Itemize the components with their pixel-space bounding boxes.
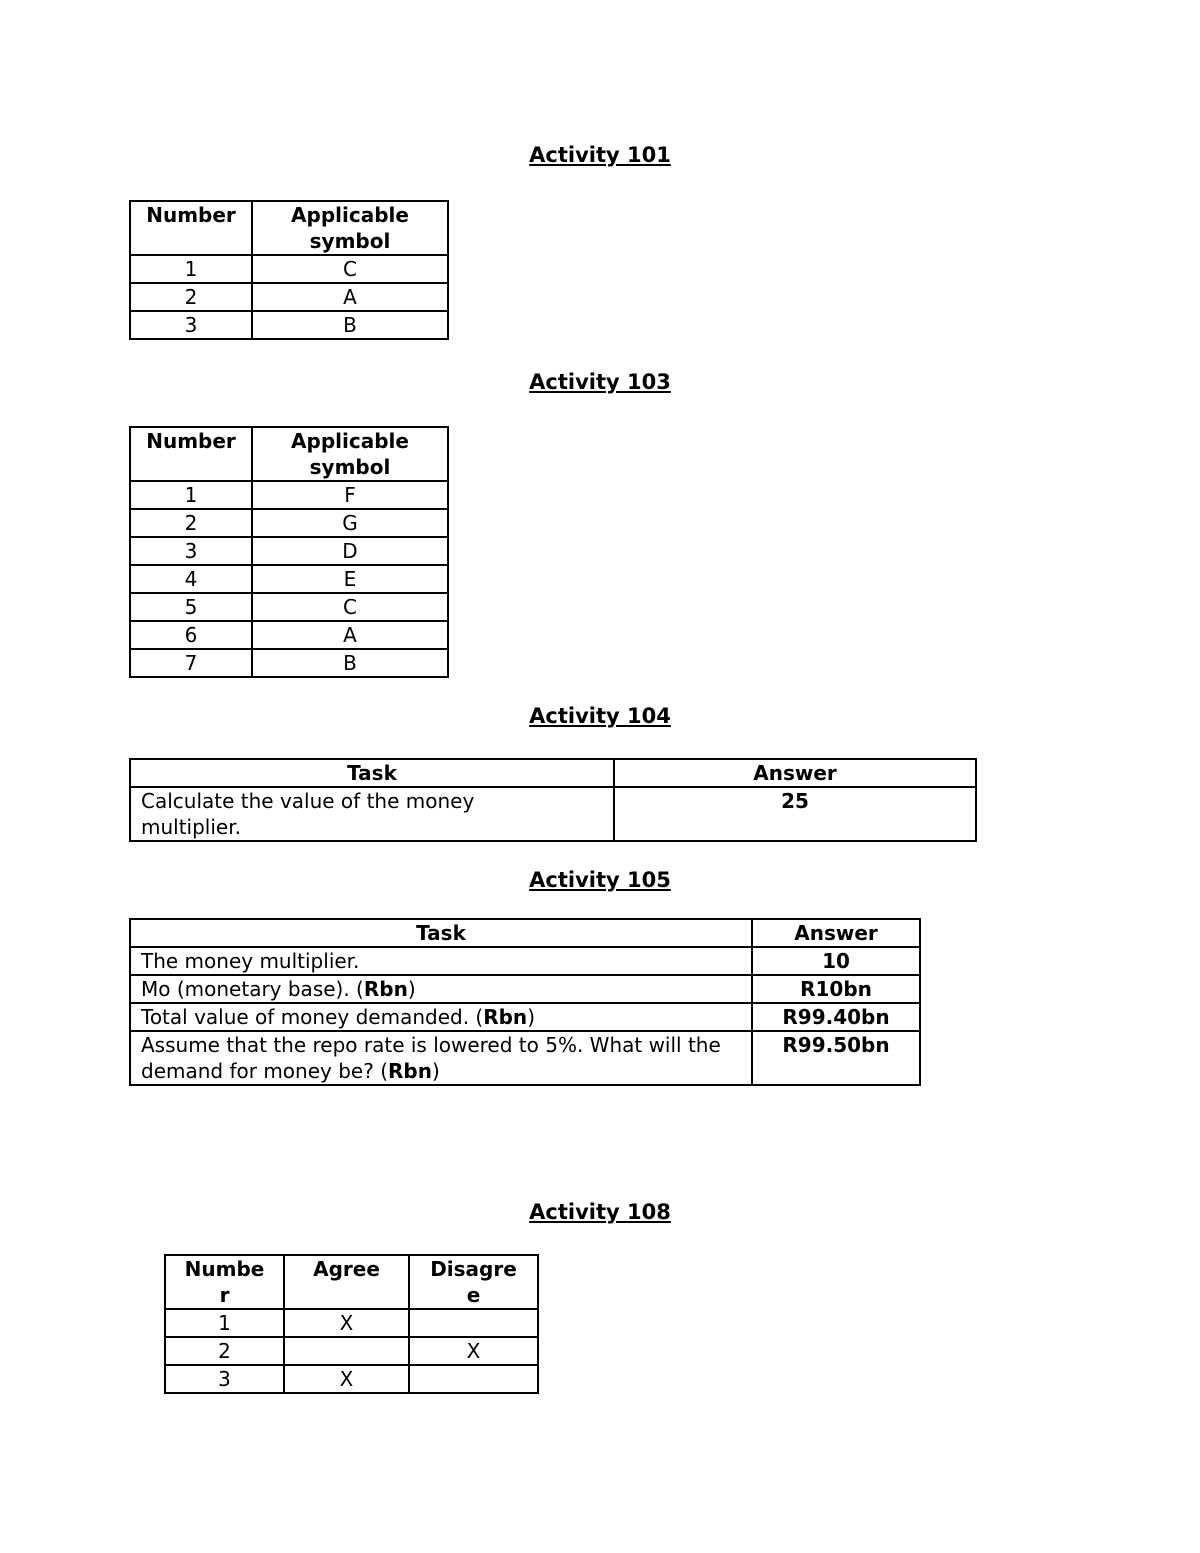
cell-number: 3 (165, 1365, 284, 1393)
header-number: Number (130, 201, 252, 255)
task-text: Mo (monetary base). ( (141, 977, 364, 1001)
unit-label: Rbn (363, 977, 408, 1001)
activity-105-table (129, 918, 921, 1086)
cell-task (130, 975, 752, 1003)
table-row (130, 481, 448, 509)
cell-task (130, 947, 752, 975)
cell-symbol: C (252, 255, 448, 283)
activity-104-title: Activity 104 (529, 704, 671, 728)
table-row (130, 975, 920, 1003)
cell-task: Calculate the value of the money multiplier. (130, 787, 614, 841)
table-row (130, 509, 448, 537)
table-row (130, 947, 920, 975)
activity-108-title: Activity 108 (529, 1200, 671, 1224)
cell-answer: 10 (752, 947, 920, 975)
table-row (130, 1031, 920, 1085)
header-answer: Answer (614, 759, 976, 787)
cell-agree: X (284, 1309, 409, 1337)
cell-number: 1 (130, 481, 252, 509)
cell-symbol: A (252, 283, 448, 311)
table-row (165, 1365, 538, 1393)
task-text: Total value of money demanded. ( (141, 1005, 484, 1029)
cell-number: 1 (130, 255, 252, 283)
cell-agree: X (284, 1365, 409, 1393)
header-task: Task (130, 759, 614, 787)
table-row (130, 593, 448, 621)
header-disagree: Disagree (409, 1255, 538, 1309)
task-tail: ) (431, 1059, 440, 1083)
cell-task (130, 1003, 752, 1031)
activity-103-table (129, 426, 449, 678)
task-text: Assume that the repo rate is lowered to 5%. What will the demand for money be? ( (141, 1033, 721, 1083)
cell-symbol: G (252, 509, 448, 537)
header-agree: Agree (284, 1255, 409, 1309)
table-row (165, 1337, 538, 1365)
activity-103-title: Activity 103 (529, 370, 671, 394)
table-row (130, 255, 448, 283)
table-row (130, 565, 448, 593)
cell-number: 6 (130, 621, 252, 649)
header-answer: Answer (752, 919, 920, 947)
cell-agree (284, 1337, 409, 1365)
cell-symbol: B (252, 649, 448, 677)
cell-task (130, 1031, 752, 1085)
cell-symbol: D (252, 537, 448, 565)
activity-105-title: Activity 105 (529, 868, 671, 892)
cell-symbol: C (252, 593, 448, 621)
cell-number: 4 (130, 565, 252, 593)
table-row (130, 283, 448, 311)
unit-label: Rbn (483, 1005, 528, 1029)
unit-label: Rbn (388, 1059, 432, 1083)
cell-answer: R99.50bn (752, 1031, 920, 1085)
cell-disagree (409, 1309, 538, 1337)
cell-number: 7 (130, 649, 252, 677)
cell-symbol: B (252, 311, 448, 339)
cell-answer: R99.40bn (752, 1003, 920, 1031)
activity-108-table (164, 1254, 539, 1394)
activity-101-title: Activity 101 (529, 143, 671, 167)
cell-number: 5 (130, 593, 252, 621)
cell-symbol: E (252, 565, 448, 593)
cell-number: 3 (130, 311, 252, 339)
cell-number: 2 (165, 1337, 284, 1365)
table-row (130, 537, 448, 565)
activity-104-table (129, 758, 977, 842)
table-row (130, 649, 448, 677)
cell-number: 1 (165, 1309, 284, 1337)
cell-number: 2 (130, 509, 252, 537)
cell-answer: 25 (614, 787, 976, 841)
table-row (165, 1309, 538, 1337)
table-row (130, 311, 448, 339)
cell-disagree: X (409, 1337, 538, 1365)
header-number: Number (165, 1255, 284, 1309)
cell-symbol: A (252, 621, 448, 649)
cell-number: 2 (130, 283, 252, 311)
cell-number: 3 (130, 537, 252, 565)
cell-answer: R10bn (752, 975, 920, 1003)
task-tail: ) (407, 977, 416, 1001)
cell-symbol: F (252, 481, 448, 509)
table-row (130, 621, 448, 649)
cell-disagree (409, 1365, 538, 1393)
header-applicable-symbol: Applicable symbol (252, 201, 448, 255)
header-applicable-symbol: Applicable symbol (252, 427, 448, 481)
header-number: Number (130, 427, 252, 481)
task-text: The money multiplier. (141, 949, 360, 973)
table-row (130, 787, 976, 841)
header-task: Task (130, 919, 752, 947)
table-row (130, 1003, 920, 1031)
task-tail: ) (527, 1005, 535, 1029)
activity-101-table (129, 200, 449, 340)
